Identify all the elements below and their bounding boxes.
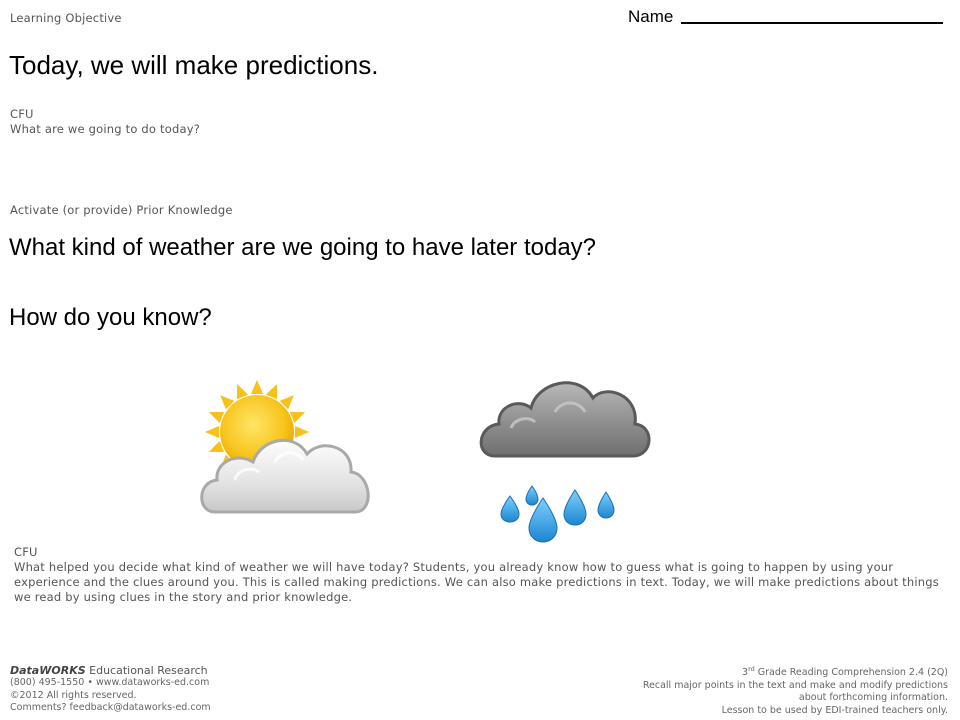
publisher-info [10, 663, 310, 715]
course-info [568, 663, 948, 717]
publisher-logo: DataWORKS Educational Research [10, 664, 208, 677]
cfu-question: What are we going to do today? [10, 122, 201, 136]
standard-text-cont: about forthcoming information. [798, 692, 948, 704]
rain-cloud-icon [475, 372, 655, 550]
sun-behind-cloud-icon [195, 380, 380, 520]
grade-course-title: 3rd Grade Reading Comprehension 2.4 (2Q) [742, 665, 948, 679]
feedback-email: Comments? feedback@dataworks-ed.com [10, 702, 211, 713]
name-label: Name [628, 7, 674, 26]
cfu-label: CFU [14, 545, 38, 559]
weather-question: What kind of weather are we going to have later today? [9, 234, 597, 261]
name-blank-line[interactable] [681, 6, 943, 24]
raindrops [501, 486, 614, 542]
cfu-explanation: What helped you decide what kind of weather we will have today? Students, you already know how to guess what is going to happen by using your experience and the clues around you. This is called making predictions. We can also make predictions in text. Today, we will make predictions about things we read by using clues in the story and prior knowledge. [14, 560, 939, 604]
name-field [628, 6, 943, 27]
cfu-block-2 [14, 545, 939, 605]
how-do-you-know-question: How do you know? [9, 304, 212, 331]
learning-objective-label: Learning Objective [10, 11, 122, 25]
prior-knowledge-label: Activate (or provide) Prior Knowledge [10, 203, 233, 217]
objective-heading: Today, we will make predictions. [9, 50, 379, 80]
usage-note: Lesson to be used by EDI-trained teachers only. [721, 704, 948, 716]
standard-text: Recall major points in the text and make and modify predictions [642, 679, 948, 691]
copyright-text: ©2012 All rights reserved. [10, 689, 137, 701]
cfu-block-1 [10, 107, 200, 137]
publisher-contact: (800) 495-1550 • www.dataworks-ed.com [10, 677, 210, 688]
cfu-label: CFU [10, 107, 34, 121]
